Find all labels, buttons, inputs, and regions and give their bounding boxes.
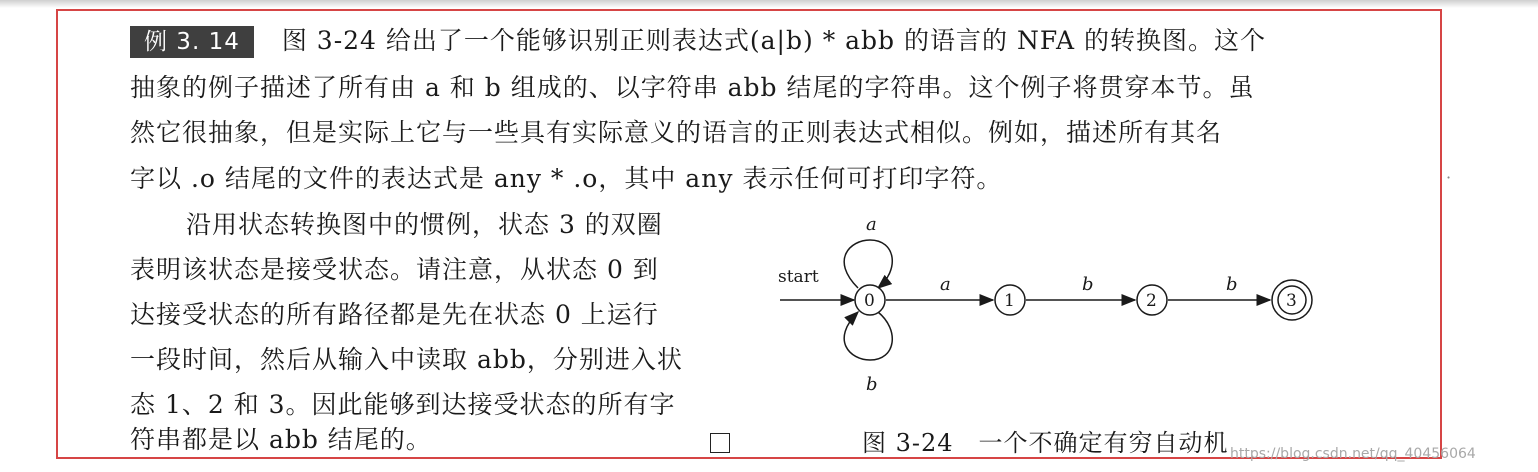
explanation-line-2: 表明该状态是接受状态。请注意，从状态 0 到 — [130, 255, 659, 284]
transition-1-2-label: b — [1082, 274, 1094, 295]
example-line-1: 例 3. 14 图 3-24 给出了一个能够识别正则表达式(a|b) * abb 的语言的 NFA 的转换图。这个 — [130, 24, 1266, 58]
transition-0-1-label: a — [940, 274, 951, 295]
explanation-line-1: 沿用状态转换图中的惯例，状态 3 的双圈 — [186, 210, 663, 239]
explanation-line-4: 一段时间，然后从输入中读取 abb，分别进入状 — [130, 345, 683, 374]
self-loop-a — [844, 240, 892, 288]
transition-2-3-label: b — [1226, 274, 1238, 295]
state-0-label: 0 — [864, 291, 875, 311]
start-label: start — [778, 267, 819, 287]
self-loop-a-label: a — [866, 214, 877, 235]
example-line-2: 抽象的例子描述了所有由 a 和 b 组成的、以字符串 abb 结尾的字符串。这个例子将贯穿本节。虽 — [130, 73, 1255, 102]
state-3-label: 3 — [1286, 291, 1297, 311]
self-loop-b — [844, 312, 892, 360]
figure-caption: 图 3-24 一个不确定有穷自动机 — [862, 429, 1229, 457]
state-2-label: 2 — [1146, 291, 1157, 311]
state-1-label: 1 — [1004, 291, 1015, 311]
end-of-example-box — [710, 433, 730, 453]
example-line-4: 字以 .o 结尾的文件的表达式是 any * .o，其中 any 表示任何可打印字符。 — [130, 164, 1003, 193]
example-line-3: 然它很抽象，但是实际上它与一些具有实际意义的语言的正则表达式相似。例如，描述所有其名 — [130, 118, 1223, 147]
self-loop-b-label: b — [866, 374, 878, 395]
scan-speck: · — [1446, 168, 1452, 187]
explanation-line-3: 达接受状态的所有路径都是先在状态 0 上运行 — [130, 300, 659, 329]
top-scan-strip — [0, 0, 1538, 8]
explanation-line-6: 符串都是以 abb 结尾的。 — [130, 425, 432, 454]
example-badge: 例 3. 14 — [130, 26, 254, 58]
nfa-diagram — [760, 200, 1320, 410]
explanation-line-5: 态 1、2 和 3。因此能够到达接受状态的所有字 — [130, 390, 676, 419]
watermark-url: https://blog.csdn.net/qq_40456064 — [1230, 446, 1476, 462]
